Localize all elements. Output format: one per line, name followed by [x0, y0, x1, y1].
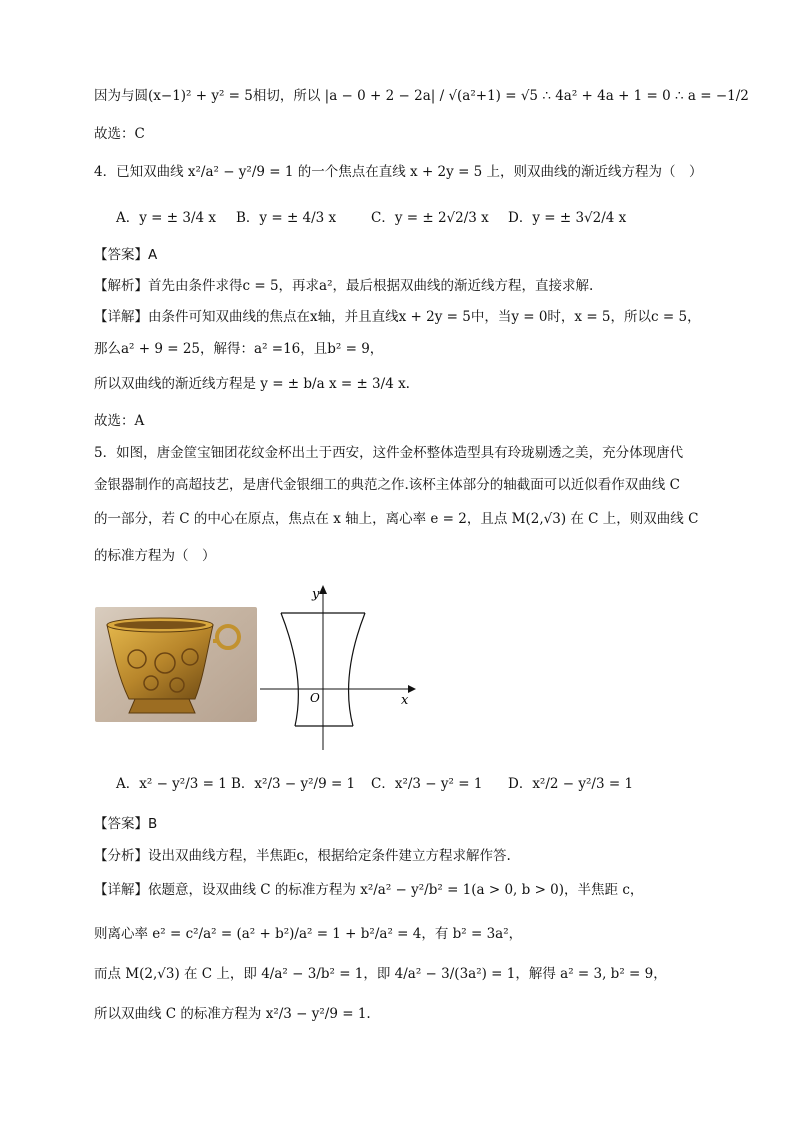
hyperbola-diagram — [258, 582, 418, 752]
x-label: x — [401, 693, 409, 708]
q5-detail-2: 则离心率 e² = c²/a² = (a² + b²)/a² = 1 + b²/a² = 4，有 b² = 3a²， — [94, 926, 523, 942]
q4-select: 故选：A — [94, 413, 145, 429]
q5-stem-4: 的标准方程为（ ） — [94, 548, 216, 564]
prev-select-line: 故选：C — [94, 126, 145, 142]
x-axis-arrow-icon — [408, 685, 416, 693]
q4-stem: 4．已知双曲线 x²/a² − y²/9 = 1 的一个焦点在直线 x + 2y = 5 上，则双曲线的渐近线方程为（ ） — [94, 164, 703, 180]
gold-cup-image — [95, 607, 257, 722]
q5-choice-d: D．x²/2 − y²/3 = 1 — [508, 776, 634, 792]
y-axis-arrow-icon — [319, 585, 327, 594]
q4-choices — [116, 206, 676, 226]
prev-solution-line: 因为与圆(x−1)² + y² = 5相切，所以 |a − 0 + 2 − 2a| / √(a²+1) = √5 ∴ 4a² + 4a + 1 = 0 ∴ a = −1/2 — [94, 88, 749, 104]
q5-answer: 【答案】B — [94, 816, 158, 832]
q4-detail-3: 所以双曲线的渐近线方程是 y = ± b/a x = ± 3/4 x. — [94, 376, 410, 392]
q5-detail-3: 而点 M(2,√3) 在 C 上，即 4/a² − 3/b² = 1，即 4/a² − 3/(3a²) = 1，解得 a² = 3, b² = 9， — [94, 966, 667, 982]
q5-choice-a: A．x² − y²/3 = 1 — [116, 776, 227, 792]
q5-analysis: 【分析】设出双曲线方程，半焦距c，根据给定条件建立方程求解作答. — [94, 848, 511, 864]
q4-detail-1: 【详解】由条件可知双曲线的焦点在x轴，并且直线x + 2y = 5中，当y = 0时，x = 5，所以c = 5， — [94, 309, 701, 325]
origin-label: O — [310, 691, 320, 705]
right-branch — [349, 613, 365, 726]
q5-detail-1: 【详解】依题意，设双曲线 C 的标准方程为 x²/a² − y²/b² = 1(a > 0, b > 0)，半焦距 c， — [94, 882, 644, 898]
q5-stem-2: 金银器制作的高超技艺，是唐代金银细工的典范之作.该杯主体部分的轴截面可以近似看作双曲线 C — [94, 477, 680, 493]
q4-choice-d: D．y = ± 3√2/4 x — [508, 210, 627, 226]
q4-answer: 【答案】A — [94, 247, 158, 263]
q4-choice-c: C．y = ± 2√2/3 x — [371, 210, 489, 226]
left-branch — [281, 613, 298, 726]
q4-choice-b: B．y = ± 4/3 x — [236, 210, 337, 226]
q5-choices — [116, 772, 676, 792]
q4-analysis: 【解析】首先由条件求得c = 5，再求a²，最后根据双曲线的渐近线方程，直接求解. — [94, 278, 594, 294]
q5-detail-4: 所以双曲线 C 的标准方程为 x²/3 − y²/9 = 1. — [94, 1006, 371, 1022]
q5-stem-1: 5．如图，唐金筐宝钿团花纹金杯出土于西安，这件金杯整体造型具有玲珑剔透之美，充分体现唐代 — [94, 445, 684, 461]
q4-detail-2: 那么a² + 9 = 25，解得：a² =16，且b² = 9， — [94, 341, 384, 357]
q5-choice-b: B．x²/3 − y²/9 = 1 — [231, 776, 356, 792]
q5-choice-c: C．x²/3 − y² = 1 — [371, 776, 483, 792]
y-label: y — [312, 587, 320, 602]
q5-stem-3: 的一部分，若 C 的中心在原点，焦点在 x 轴上，离心率 e = 2，且点 M(2,√3) 在 C 上，则双曲线 C — [94, 511, 699, 527]
q4-choice-a: A．y = ± 3/4 x — [116, 210, 217, 226]
